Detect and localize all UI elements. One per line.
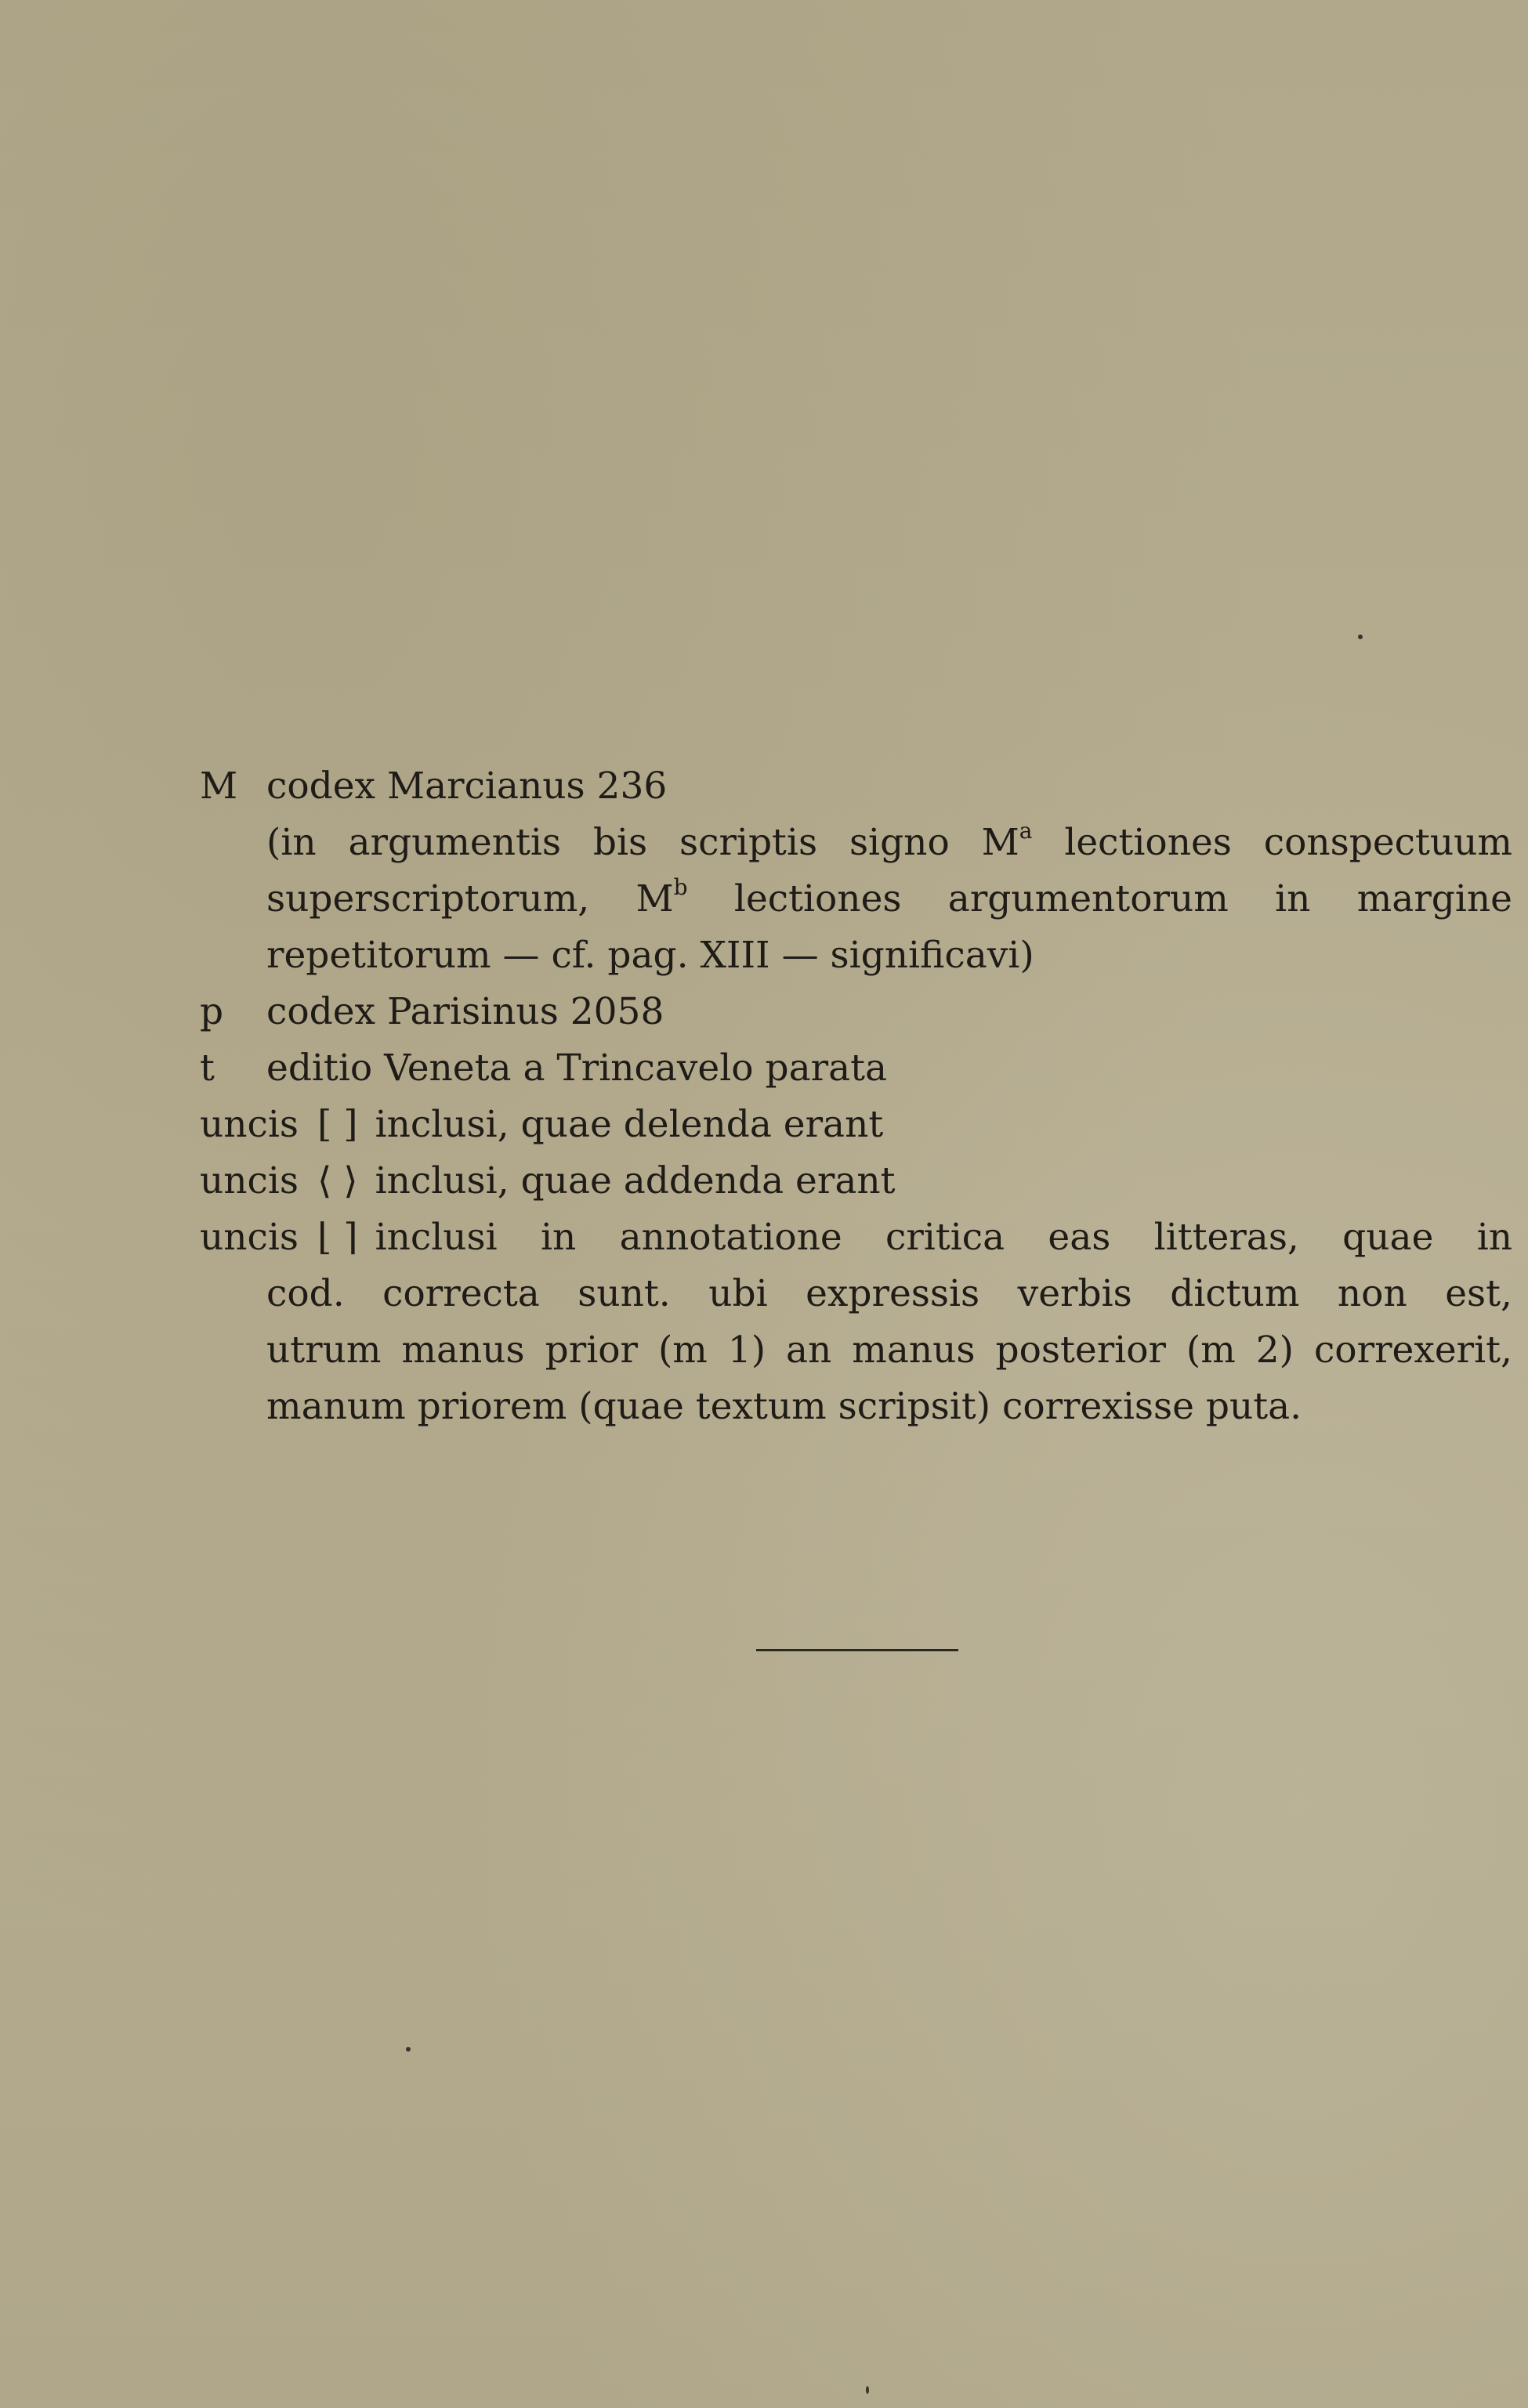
note-line-2-before: superscriptorum, M — [266, 877, 674, 920]
paper-speck — [866, 2386, 869, 2394]
paper-speck — [406, 2047, 411, 2052]
uncis-corner-text-2: cod. correcta sunt. ubi expressis verbis dictum non est, — [266, 1272, 1512, 1315]
entry-t — [200, 1040, 1516, 1097]
entry-p-text: codex Parisinus 2058 — [266, 990, 664, 1033]
note-line-2-after: lectiones argumentorum in margine — [687, 877, 1512, 920]
uncis-corner-line-4 — [200, 1379, 1516, 1435]
uncis-corner-text-4: manum priorem (quae textum scripsit) correxisse puta. — [266, 1385, 1302, 1428]
siglum-t: t — [200, 1047, 215, 1090]
paper-speck — [1358, 635, 1363, 639]
note-line-3: repetitorum — cf. pag. XIII — significavi) — [266, 934, 1034, 977]
uncis-corner-line-1 — [200, 1209, 1516, 1266]
entry-t-text: editio Veneta a Trincavelo parata — [266, 1047, 888, 1090]
uncis-corner-rest — [317, 1209, 1512, 1266]
note-line-2-sup: b — [673, 874, 688, 901]
uncis-corner-text-1: inclusi in annotatione critica eas litteras, quae in — [375, 1216, 1512, 1259]
uncis-label-corner: uncis — [200, 1216, 299, 1259]
entry-m-text: codex Marcianus 236 — [266, 765, 668, 808]
siglum-p: p — [200, 990, 224, 1033]
uncis-square-line — [200, 1097, 1516, 1153]
entry-m-note-line-1-text — [266, 815, 1512, 871]
closing-rule — [756, 1649, 958, 1651]
uncis-angle-line — [200, 1153, 1516, 1209]
siglum-m: M — [200, 765, 238, 808]
uncis-label-square: uncis — [200, 1103, 299, 1146]
angle-brackets-symbol: ⟨ ⟩ — [317, 1159, 358, 1202]
uncis-angle-text: inclusi, quae addenda erant — [375, 1159, 896, 1202]
entry-m-note-line-2 — [200, 871, 1516, 927]
square-brackets-symbol: [ ] — [317, 1103, 358, 1146]
note-line-1-after: lectiones conspectuum — [1032, 821, 1513, 864]
entry-p — [200, 984, 1516, 1040]
uncis-corner-text-3: utrum manus prior (m 1) an manus posterior (m 2) correxerit, — [266, 1329, 1512, 1372]
uncis-corner-line-3 — [200, 1322, 1516, 1379]
note-line-1-sup: a — [1019, 818, 1033, 844]
uncis-square-rest — [317, 1097, 1512, 1153]
entry-m-note-line-1 — [200, 815, 1516, 871]
note-line-1-before: (in argumentis bis scriptis signo M — [266, 821, 1019, 864]
uncis-label-angle: uncis — [200, 1159, 299, 1202]
uncis-angle-rest — [317, 1153, 1512, 1209]
entry-m-note-line-3 — [200, 927, 1516, 984]
sigla-list — [200, 758, 1516, 1435]
entry-m-note-line-2-text — [266, 871, 1512, 927]
uncis-corner-line-2 — [200, 1266, 1516, 1322]
entry-m — [200, 758, 1516, 815]
corner-brackets-symbol: ⌊ ⌉ — [317, 1216, 358, 1259]
uncis-square-text: inclusi, quae delenda erant — [375, 1103, 884, 1146]
